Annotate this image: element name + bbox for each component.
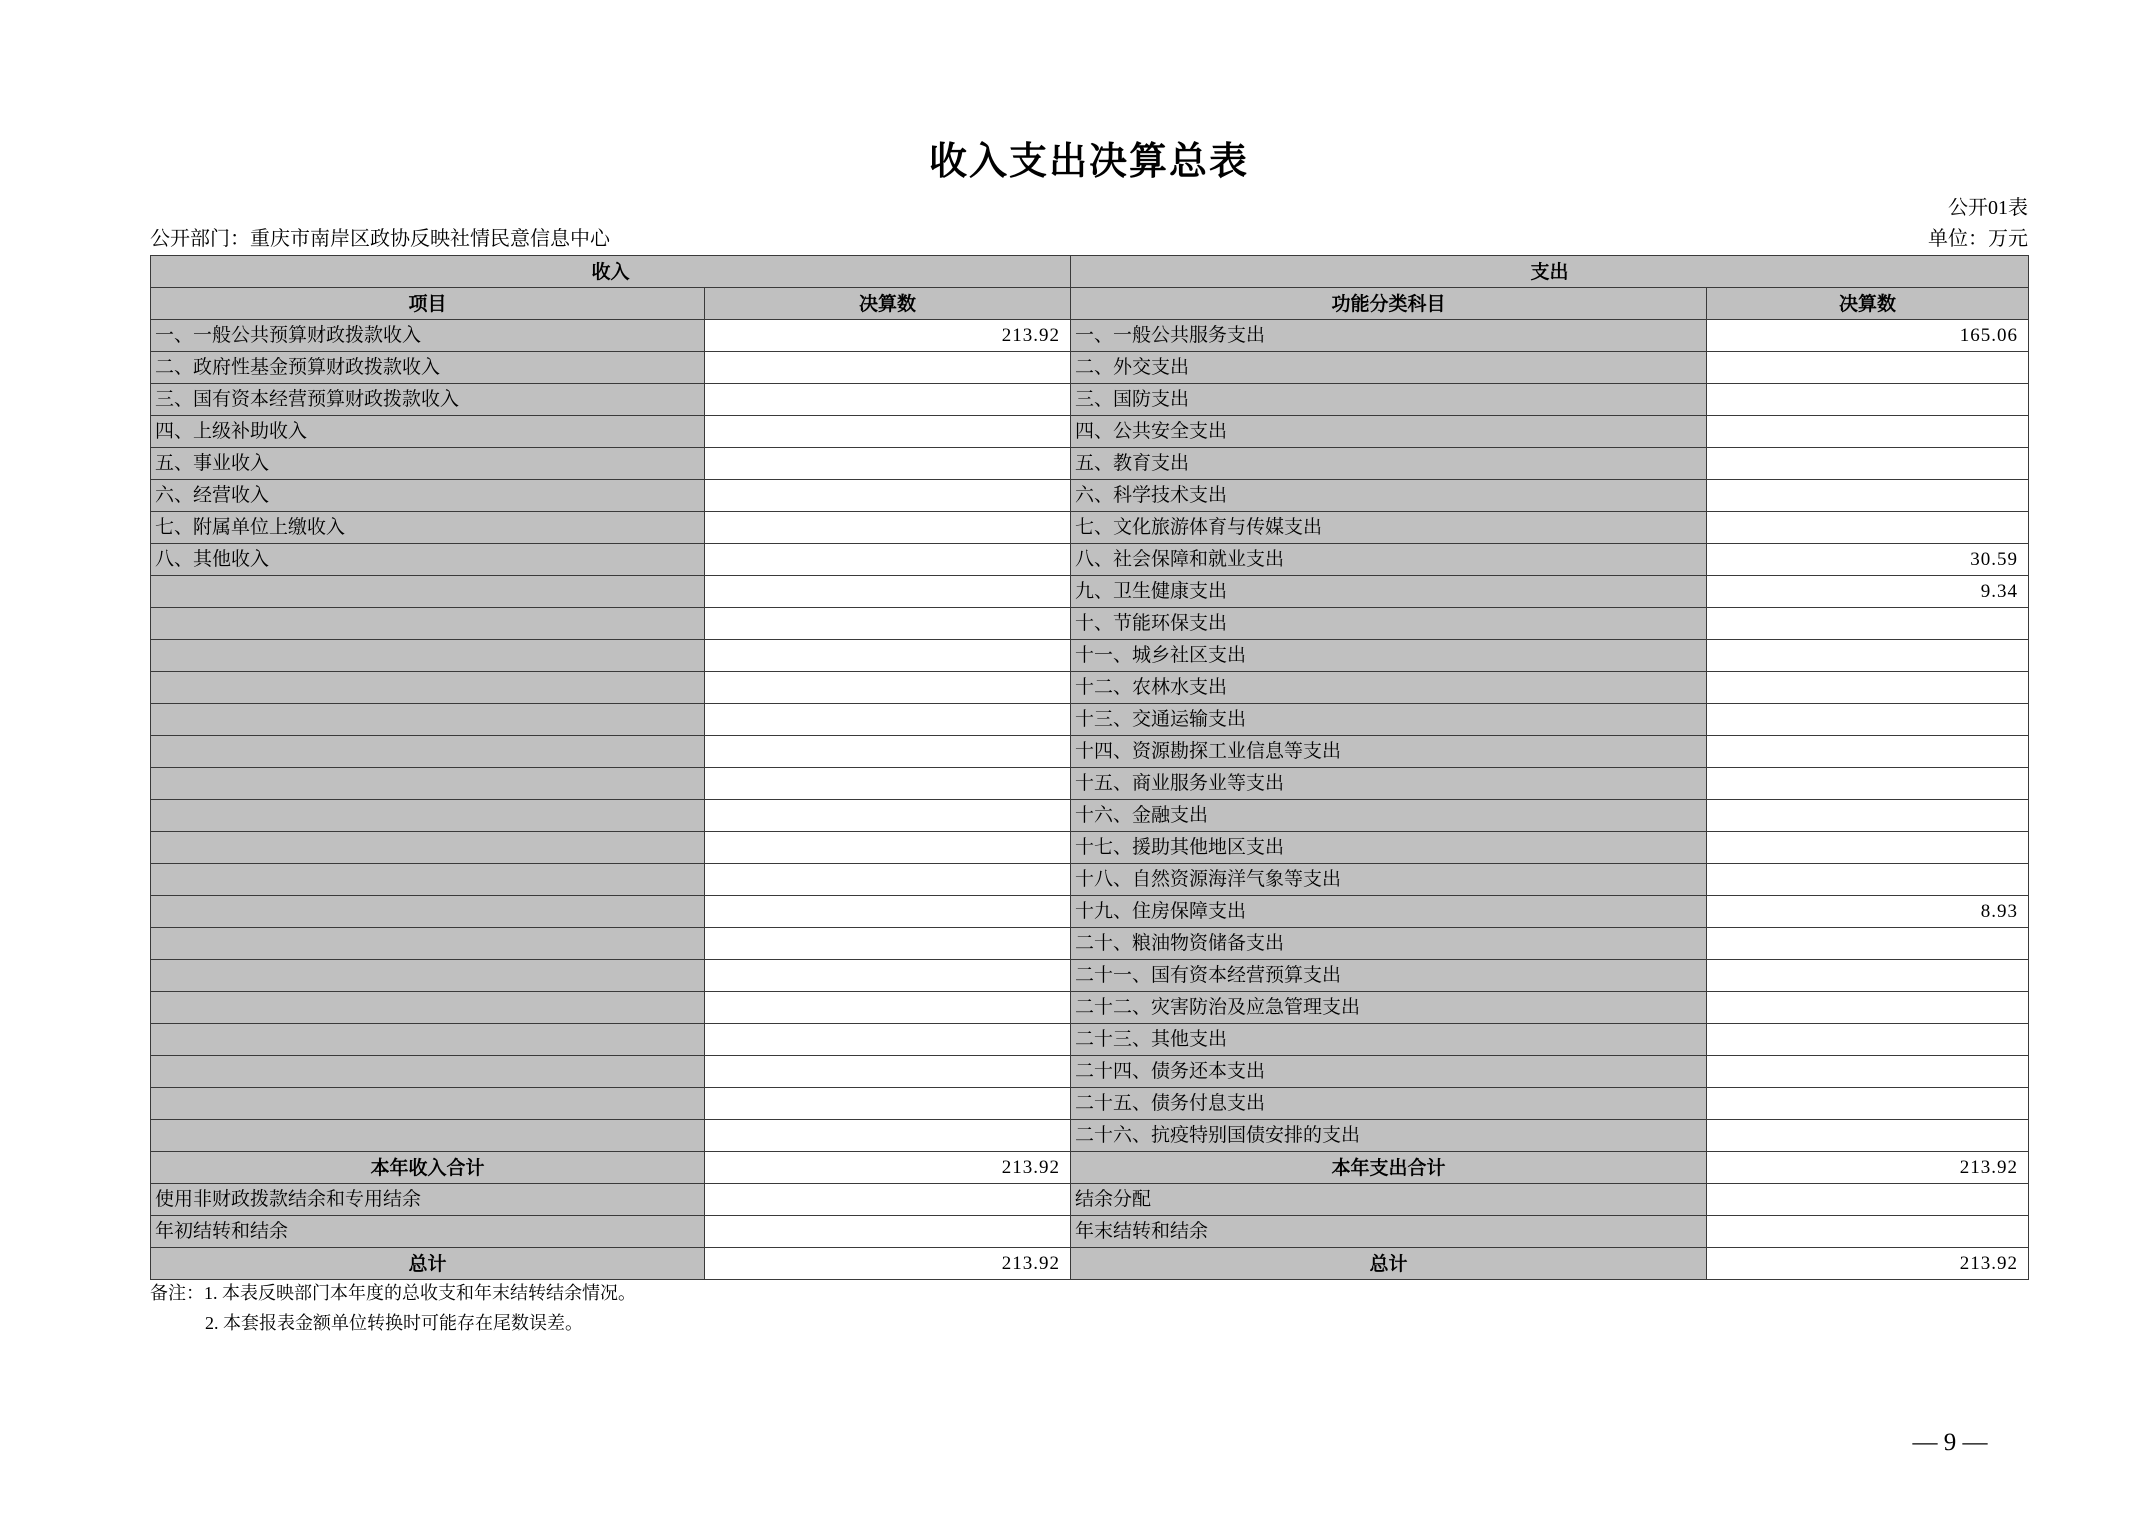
expense-value-cell [1707,832,2029,864]
expense-item-cell: 五、教育支出 [1071,448,1707,480]
income-item-cell: 一、一般公共预算财政拨款收入 [151,320,705,352]
table-row [151,704,2029,736]
column-header-income-item: 项目 [151,288,705,320]
income-value-cell [705,448,1071,480]
expense-value-cell [1707,992,2029,1024]
income-value-cell [705,992,1071,1024]
expense-item-cell: 二十五、债务付息支出 [1071,1088,1707,1120]
income-value-cell [705,672,1071,704]
expense-item-cell: 十、节能环保支出 [1071,608,1707,640]
page-number: — 9 — [1912,1429,1988,1456]
summary-row [151,1152,2029,1184]
expense-value-cell: 30.59 [1707,544,2029,576]
table-row [151,416,2029,448]
expense-item-cell: 二十六、抗疫特别国债安排的支出 [1071,1120,1707,1152]
summary-body [151,1152,2029,1280]
income-item-cell [151,1088,705,1120]
summary-expense-item-cell: 年末结转和结余 [1071,1216,1707,1248]
table-row [151,608,2029,640]
table-row [151,1120,2029,1152]
table-row [151,576,2029,608]
table-row [151,544,2029,576]
expense-value-cell [1707,704,2029,736]
expense-value-cell [1707,864,2029,896]
table-row [151,800,2029,832]
table-column-header-row [151,288,2029,320]
income-item-cell [151,1024,705,1056]
expense-value-cell [1707,608,2029,640]
income-item-cell [151,928,705,960]
income-value-cell [705,800,1071,832]
table-row [151,1024,2029,1056]
income-value-cell [705,1088,1071,1120]
expense-item-cell: 十一、城乡社区支出 [1071,640,1707,672]
summary-income-value-cell: 213.92 [705,1248,1071,1280]
expense-item-cell: 十八、自然资源海洋气象等支出 [1071,864,1707,896]
table-row [151,512,2029,544]
summary-expense-value-cell [1707,1216,2029,1248]
column-header-expense-item: 功能分类科目 [1071,288,1707,320]
expense-item-cell: 十三、交通运输支出 [1071,704,1707,736]
expense-item-cell: 十四、资源勘探工业信息等支出 [1071,736,1707,768]
expense-group-header: 支出 [1071,256,2029,288]
summary-income-value-cell: 213.92 [705,1152,1071,1184]
summary-expense-item-cell: 本年支出合计 [1071,1152,1707,1184]
page-title: 收入支出决算总表 [928,139,1249,183]
note-line-2: 2. 本套报表金额单位转换时可能存在尾数误差。 [205,1313,583,1333]
table-row [151,864,2029,896]
summary-income-value-cell [705,1216,1071,1248]
summary-row [151,1184,2029,1216]
income-item-cell [151,640,705,672]
income-item-cell [151,768,705,800]
table-row [151,1056,2029,1088]
expense-item-cell: 三、国防支出 [1071,384,1707,416]
table-row [151,928,2029,960]
income-value-cell [705,896,1071,928]
income-value-cell [705,1120,1071,1152]
income-value-cell [705,768,1071,800]
table-row [151,992,2029,1024]
income-item-cell [151,576,705,608]
expense-item-cell: 七、文化旅游体育与传媒支出 [1071,512,1707,544]
summary-income-item-cell: 使用非财政拨款结余和专用结余 [151,1184,705,1216]
income-value-cell [705,736,1071,768]
expense-value-cell [1707,512,2029,544]
table-row [151,768,2029,800]
table-row [151,960,2029,992]
expense-value-cell [1707,672,2029,704]
income-value-cell [705,1056,1071,1088]
summary-income-item-cell: 总计 [151,1248,705,1280]
income-value-cell [705,832,1071,864]
table-row [151,672,2029,704]
income-item-cell [151,864,705,896]
income-value-cell [705,384,1071,416]
table-row [151,320,2029,352]
income-item-cell [151,672,705,704]
summary-expense-value-cell: 213.92 [1707,1152,2029,1184]
expense-item-cell: 六、科学技术支出 [1071,480,1707,512]
income-item-cell [151,704,705,736]
income-item-cell: 八、其他收入 [151,544,705,576]
expense-value-cell [1707,640,2029,672]
note-line-1: 备注：1. 本表反映部门本年度的总收支和年末结转结余情况。 [150,1283,636,1303]
income-value-cell [705,480,1071,512]
table-row [151,1088,2029,1120]
expense-item-cell: 一、一般公共服务支出 [1071,320,1707,352]
table-row [151,384,2029,416]
income-value-cell [705,416,1071,448]
summary-income-item-cell: 本年收入合计 [151,1152,705,1184]
summary-expense-value-cell: 213.92 [1707,1248,2029,1280]
expense-value-cell [1707,768,2029,800]
income-item-cell [151,1120,705,1152]
summary-expense-item-cell: 总计 [1071,1248,1707,1280]
expense-value-cell [1707,800,2029,832]
income-item-cell [151,960,705,992]
income-expense-table [150,255,2029,1280]
income-value-cell [705,640,1071,672]
expense-value-cell: 165.06 [1707,320,2029,352]
expense-item-cell: 二十三、其他支出 [1071,1024,1707,1056]
expense-value-cell [1707,960,2029,992]
expense-value-cell [1707,384,2029,416]
expense-item-cell: 十七、援助其他地区支出 [1071,832,1707,864]
expense-item-cell: 二十、粮油物资储备支出 [1071,928,1707,960]
income-item-cell: 四、上级补助收入 [151,416,705,448]
unit-label: 单位：万元 [1928,228,2028,250]
table-row [151,352,2029,384]
summary-row [151,1216,2029,1248]
table-row [151,640,2029,672]
expense-value-cell [1707,448,2029,480]
table-row [151,736,2029,768]
expense-item-cell: 二十四、债务还本支出 [1071,1056,1707,1088]
expense-value-cell: 9.34 [1707,576,2029,608]
expense-item-cell: 十九、住房保障支出 [1071,896,1707,928]
income-item-cell [151,608,705,640]
income-value-cell [705,928,1071,960]
income-item-cell [151,736,705,768]
income-value-cell [705,512,1071,544]
table-row [151,480,2029,512]
expense-item-cell: 九、卫生健康支出 [1071,576,1707,608]
table-row [151,896,2029,928]
table-code: 公开01表 [1948,197,2028,219]
summary-expense-value-cell [1707,1184,2029,1216]
expense-item-cell: 十五、商业服务业等支出 [1071,768,1707,800]
income-value-cell [705,864,1071,896]
summary-expense-item-cell: 结余分配 [1071,1184,1707,1216]
table-body [151,320,2029,1152]
expense-item-cell: 十六、金融支出 [1071,800,1707,832]
summary-income-value-cell [705,1184,1071,1216]
income-value-cell: 213.92 [705,320,1071,352]
income-item-cell [151,992,705,1024]
expense-item-cell: 二十二、灾害防治及应急管理支出 [1071,992,1707,1024]
income-value-cell [705,1024,1071,1056]
expense-value-cell [1707,928,2029,960]
income-item-cell: 七、附属单位上缴收入 [151,512,705,544]
income-item-cell: 三、国有资本经营预算财政拨款收入 [151,384,705,416]
expense-item-cell: 二、外交支出 [1071,352,1707,384]
income-item-cell: 二、政府性基金预算财政拨款收入 [151,352,705,384]
expense-value-cell [1707,352,2029,384]
summary-row [151,1248,2029,1280]
expense-item-cell: 二十一、国有资本经营预算支出 [1071,960,1707,992]
summary-income-item-cell: 年初结转和结余 [151,1216,705,1248]
expense-value-cell: 8.93 [1707,896,2029,928]
income-value-cell [705,544,1071,576]
expense-value-cell [1707,1024,2029,1056]
expense-item-cell: 八、社会保障和就业支出 [1071,544,1707,576]
income-value-cell [705,608,1071,640]
expense-value-cell [1707,416,2029,448]
income-group-header: 收入 [151,256,1071,288]
income-item-cell [151,896,705,928]
table-row [151,832,2029,864]
income-item-cell: 五、事业收入 [151,448,705,480]
department-label: 公开部门：重庆市南岸区政协反映社情民意信息中心 [150,228,610,250]
income-value-cell [705,352,1071,384]
expense-value-cell [1707,736,2029,768]
income-item-cell [151,800,705,832]
expense-value-cell [1707,1120,2029,1152]
column-header-income-value: 决算数 [705,288,1071,320]
column-header-expense-value: 决算数 [1707,288,2029,320]
income-value-cell [705,576,1071,608]
expense-item-cell: 四、公共安全支出 [1071,416,1707,448]
expense-value-cell [1707,1088,2029,1120]
expense-item-cell: 十二、农林水支出 [1071,672,1707,704]
income-item-cell [151,1056,705,1088]
expense-value-cell [1707,1056,2029,1088]
income-value-cell [705,960,1071,992]
income-item-cell [151,832,705,864]
table-group-header-row [151,256,2029,288]
income-item-cell: 六、经营收入 [151,480,705,512]
expense-value-cell [1707,480,2029,512]
income-value-cell [705,704,1071,736]
table-row [151,448,2029,480]
